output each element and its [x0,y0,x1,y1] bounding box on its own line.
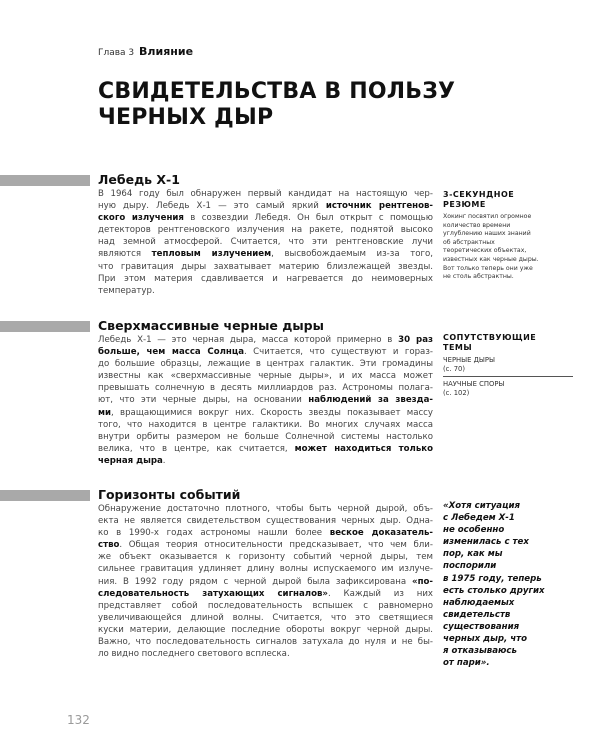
emphasis: может находиться только [294,443,433,454]
page-number: 132 [67,713,90,727]
quote-line: не особенно [443,525,505,536]
text-line: екта не является свидетельством существования черных дыр. Одна- [98,516,433,527]
text-line: представляет собой последовательность вспышек с равномерно [98,600,433,611]
section-supermassive [98,318,433,467]
text-line: того, что находится в центре галактики. Во многих случаях масса [98,419,433,430]
related-topic-page: (с. 102) [443,388,470,397]
related-topic-black-holes[interactable] [443,356,573,373]
quote-line: «Хотя ситуация [443,501,521,511]
resume-heading-line: РЕЗЮМЕ [443,200,486,209]
text-line: температур. [98,285,155,296]
text-line: черная дыра. [98,455,166,466]
resume-line: Вот только теперь они уже [443,264,533,272]
sidebar-resume [443,190,573,282]
text-line: до большие образцы, лежащие в центрах галактик. Эти громадины [98,359,433,370]
section-heading: Лебедь Х-1 [98,172,180,187]
chapter-header [98,45,193,58]
text-line: В 1964 году был обнаружен первый кандидат на настоящую чер- [98,189,433,199]
text-line: При этом материя сдавливается и нагревается до неимоверных [98,273,433,284]
text-line: что гравитация дыры захватывает материю близлежащей звезды. [98,261,433,272]
text-line: следовательность затухающих сигналов». Каждый из них [98,588,433,599]
section-body [98,334,433,467]
emphasis: следовательность затухающих сигналов» [98,588,328,599]
section-cygnus [98,172,433,297]
quote-line: существования [443,621,520,632]
text-line: над земной атмосферой. Считается, что эти рентгеновские лучи [98,237,433,248]
text-line: Важно, что последовательность сигналов затухала до нуля и не бы- [98,637,433,648]
quote-line: с Лебедем Х-1 [443,513,515,524]
emphasis: наблюдений за звезда- [308,395,433,406]
section-bar-1 [0,175,90,186]
text-line: куски материи, делающие последние обороты вокруг черной дыры. [98,624,433,635]
emphasis: источник рентгенов- [325,201,433,212]
section-bar-2 [0,321,90,332]
text-line: Лебедь Х-1 — это черная дыра, масса которой примерно в 30 раз [98,335,433,345]
text-line: являются тепловым излучением, высвобождаемым из-за того, [98,249,433,260]
page-title-line-1: СВИДЕТЕЛЬСТВА В ПОЛЬЗУ [98,79,456,104]
section-bar-3 [0,490,90,501]
resume-line: не столь абстрактны. [443,273,514,281]
quote-line: свидетельств [443,609,511,620]
quote-line: от пари». [443,658,490,669]
emphasis: тепловым излучением [151,249,272,260]
emphasis: 30 раз [398,335,433,345]
quote-line: в 1975 году, теперь [443,573,542,584]
text-line: ского излучения в созвездии Лебедя. Он был открыт с помощью [98,213,433,224]
quote-line: я отказываюсь [443,646,517,657]
text-line: ство. Общая теория относительности предсказывает, что чем бли- [98,540,433,551]
related-topic-name: НАУЧНЫЕ СПОРЫ [443,380,505,388]
text-line: велика, что в центре, как считается, может находиться только [98,443,433,454]
text-line: увеличивающейся длиной волны. Считается, что это светящиеся [98,612,433,623]
resume-text [443,213,573,282]
quote-line: черных дыр, что [443,634,528,645]
quote-line: поспорили [443,561,497,572]
page-title-line-2: ЧЕРНЫХ ДЫР [98,105,274,130]
text-line: ло видно последнего светового всплеска. [98,649,290,660]
section-body [98,188,433,297]
resume-line: известных как черные дыры. [443,255,539,263]
related-topic-name: ЧЕРНЫЕ ДЫРЫ [443,356,496,364]
emphasis: черная дыра [98,455,163,466]
section-heading: Сверхмассивные черные дыры [98,318,324,333]
related-topic-page: (с. 70) [443,364,466,373]
page-title [98,79,458,131]
quote-line: пор, как мы [443,549,503,560]
emphasis: «по- [412,576,433,587]
text-line: превышать солнечную в десять миллиардов раз. Астрономы полага- [98,383,433,394]
emphasis: ми [98,407,112,418]
text-line: ко в 1990-х годах астрономы нашли более веское доказатель- [98,528,433,539]
emphasis: больше, чем масса Солнца [98,347,245,358]
quote-line: изменилась с тех [443,537,529,548]
section-body [98,503,433,660]
sidebar-related [443,333,573,397]
quote-line: есть столько других [443,585,545,596]
text-line: внутри орбиты размером не больше Солнечной системы настолько [98,431,433,442]
related-topic-scientific-disputes[interactable] [443,380,573,397]
chapter-name: Влияние [139,45,194,58]
resume-line: об абстрактных [443,238,495,246]
text-line: детекторов рентгеновского излучения на ракете, поднятой высоко [98,225,433,236]
emphasis: ство [98,540,120,551]
related-heading-line: ТЕМЫ [443,343,473,352]
sidebar-divider [443,376,573,377]
text-line: сильнее гравитация удлиняет длину волны испускаемого им излуче- [98,564,433,575]
text-line: Обнаружение достаточно плотного, чтобы быть черной дырой, объ- [98,504,433,514]
text-line: ную дыру. Лебедь Х-1 — это самый яркий источник рентгенов- [98,201,433,212]
related-heading [443,333,573,353]
quote-line: наблюдаемых [443,597,515,608]
resume-line: количество времени [443,221,511,229]
text-line: же объект оказывается к горизонту событий черной дыры, тем [98,552,433,563]
resume-heading [443,190,573,210]
emphasis: веское доказатель- [329,528,433,539]
text-line: известны как «сверхмассивные черные дыры», и их масса может [98,371,433,382]
resume-line: теоретических объектах, [443,247,527,255]
text-line: ют, что эти черные дыры, на основании наблюдений за звезда- [98,395,433,406]
chapter-label: Глава 3 [98,48,135,58]
section-heading: Горизонты событий [98,487,241,502]
resume-line: углублению наших знаний [443,230,531,238]
text-line: больше, чем масса Солнца. Считается, что существуют и горaз- [98,347,433,358]
related-heading-line: СОПУТСТВУЮЩИЕ [443,333,537,342]
text-line: ми, вращающимися вокруг них. Скорость звезды показывает массу [98,407,433,418]
emphasis: ского излучения [98,213,184,224]
resume-heading-line: 3-СЕКУНДНОЕ [443,190,515,199]
section-event-horizons [98,487,433,660]
pull-quote [443,500,569,669]
text-line: ния. В 1992 году рядом с черной дырой была зафиксирована «по- [98,576,433,587]
resume-line: Хокинг посвятил огромное [443,213,532,220]
